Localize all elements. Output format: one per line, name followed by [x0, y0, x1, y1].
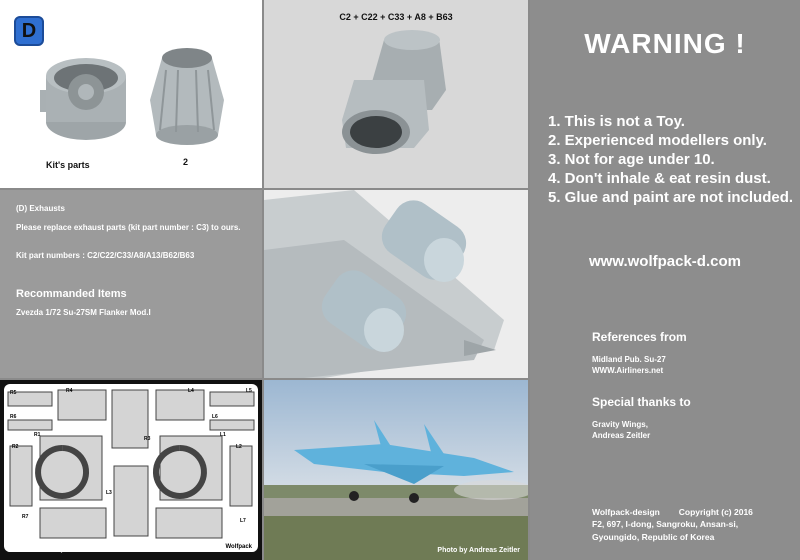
pe-part-label: L6 [212, 414, 218, 420]
reference-item-1: Midland Pub. Su-27 [592, 355, 666, 364]
model-underside-photo [264, 190, 528, 378]
exhaust-parts-illustration [0, 0, 262, 188]
kit-parts-label: Kit's parts [46, 160, 90, 170]
pe-part-label: L4 [188, 388, 194, 394]
assembly-title: C2 + C22 + C33 + A8 + B63 [339, 12, 453, 22]
warning-rule-4: 4. Don't inhale & eat resin dust. [548, 170, 771, 187]
thanks-item-1: Gravity Wings, [592, 420, 648, 429]
pe-brand-label: Wolfpack [225, 544, 252, 550]
photo-etch-sheet [0, 380, 262, 560]
warning-title: WARNING ! [584, 28, 746, 59]
pe-part-label: L3 [106, 490, 112, 496]
assembly-photo [264, 0, 528, 188]
thanks-title: Special thanks to [592, 395, 691, 409]
pe-part-label: L2 [236, 444, 242, 450]
warning-rule-1: 1. This is not a Toy. [548, 113, 685, 130]
kit-parts-photo [0, 0, 262, 188]
pe-part-label: R2 [12, 444, 19, 450]
copyright-block [592, 506, 797, 543]
website-link[interactable]: www.wolfpack-d.com [589, 253, 741, 270]
recommended-title: Recommanded Items [16, 288, 127, 300]
pe-part-label: L1 [220, 432, 226, 438]
pe-part-label: R7 [22, 514, 29, 520]
section-badge: D [14, 16, 44, 46]
pe-part-label: L5 [246, 388, 252, 394]
photo-etch-illustration [0, 380, 262, 560]
warning-rule-2: 2. Experienced modellers only. [548, 132, 767, 149]
copyright-line-3: Gyoungido, Republic of Korea [592, 531, 715, 542]
pe-part-label: R6 [10, 414, 17, 420]
pe-part-label: R4 [66, 388, 73, 394]
part-numbers: Kit part numbers : C2/C22/C33/A8/A13/B62/B63 [16, 251, 195, 260]
pe-sheet-caption: 1/72 SU-27SM Gear Bay for Zvezda [8, 548, 89, 554]
pe-part-label: R3 [144, 436, 151, 442]
pe-part-label: R1 [34, 432, 41, 438]
warning-column [530, 0, 800, 560]
warning-rule-3: 3. Not for age under 10. [548, 151, 715, 168]
pe-part-label: R5 [10, 390, 17, 396]
thanks-item-2: Andreas Zeitler [592, 431, 651, 440]
aircraft-photo [264, 380, 528, 560]
warning-rule-5: 5. Glue and paint are not included. [548, 189, 794, 206]
photo-credit: Photo by Andreas Zeitler [437, 547, 520, 554]
pe-part-label: L7 [240, 518, 246, 524]
references-title: References from [592, 330, 687, 344]
aircraft-photo-illustration [264, 380, 528, 560]
replace-instruction: Please replace exhaust parts (kit part number : C3) to ours. [16, 223, 241, 232]
section-title: (D) Exhausts [16, 204, 65, 213]
reference-item-2: WWW.Airliners.net [592, 366, 664, 375]
copyright-line-1: Wolfpack-design Copyright (c) 2016 [592, 507, 753, 517]
assembled-exhaust-illustration [264, 0, 528, 188]
recommended-item: Zvezda 1/72 Su-27SM Flanker Mod.I [16, 308, 151, 317]
part-number-label: 2 [183, 157, 189, 167]
info-panel [0, 190, 262, 378]
model-underside-illustration [264, 190, 528, 378]
copyright-line-2: F2, 697, I-dong, Sangroku, Ansan-si, [592, 519, 739, 530]
